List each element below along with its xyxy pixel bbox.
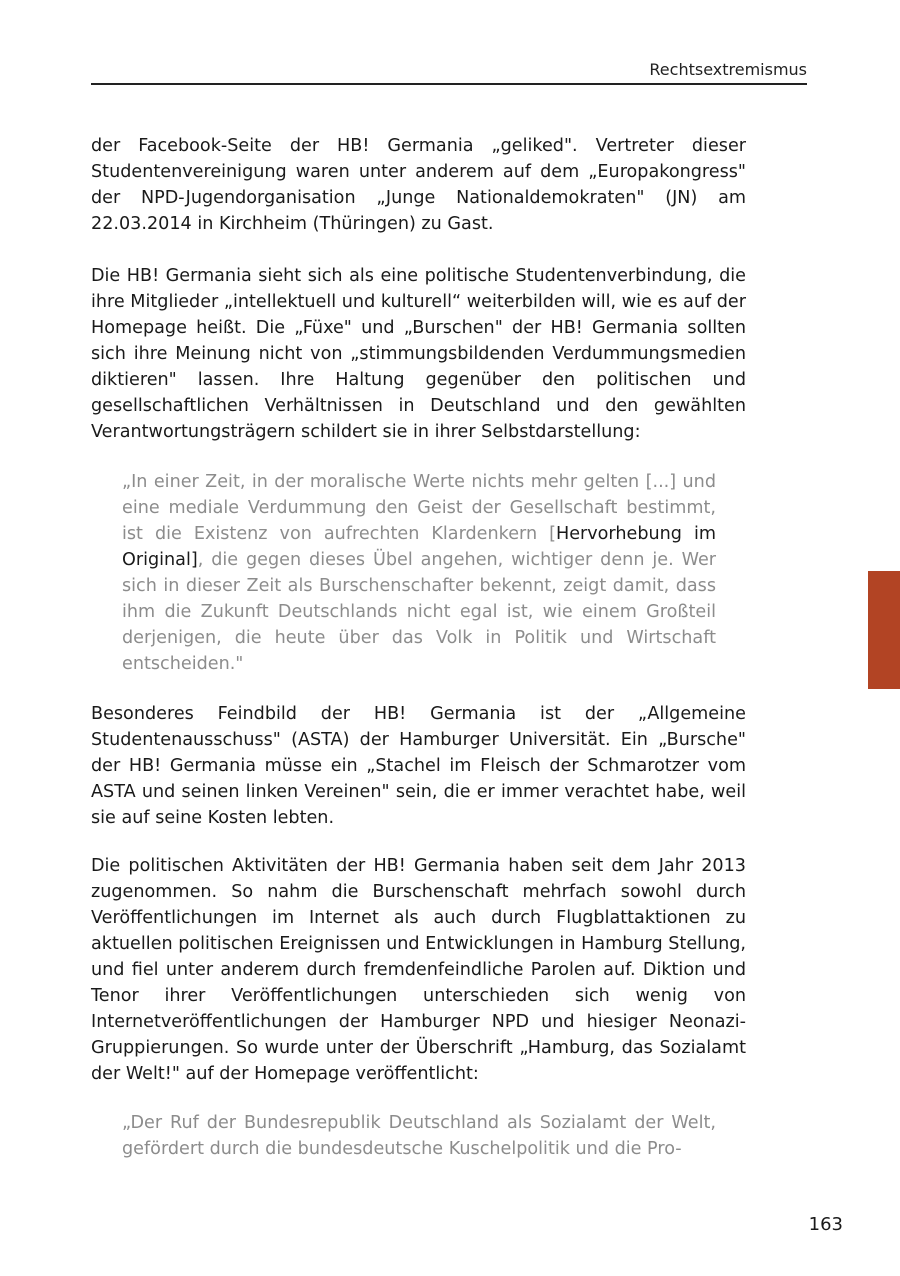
block-quote-1 [122,469,716,677]
quote-1-emphasis: Hervorhebung im Original] [122,524,716,570]
page-number: 163 [808,1214,843,1235]
header-rule [91,83,807,85]
quote-1-text-after: , die gegen dieses Übel angehen, wichtiger denn je. Wer sich in dieser Zeit als Burschenschafter bekennt, zeigt damit, dass ihm die Zukunft Deutschlands nicht egal ist, wie einem Großteil derjenigen, die heute über das Volk in Politik und Wirtschaft entscheiden." [122,550,716,674]
paragraph-4: Die politischen Aktivitäten der HB! Germania haben seit dem Jahr 2013 zugenommen. So nahm die Burschenschaft mehrfach sowohl durch Veröffentlichungen im Internet als auch durch Flugblattaktionen zu aktuellen politischen Ereignissen und Entwicklungen in Hamburg Stellung, und fiel unter anderem durch fremdenfeindliche Parolen auf. Diktion und Tenor ihrer Veröffentlichungen unterschieden sich wenig von Internetveröffentlichungen der Hamburger NPD und hiesiger Neonazi-Gruppierungen. So wurde unter der Überschrift „Hamburg, das Sozialamt der Welt!" auf der Homepage veröffentlicht: [91,856,746,1084]
paragraph-2: Die HB! Germania sieht sich als eine politische Studentenverbindung, die ihre Mitglieder „intellektuell und kulturell“ weiterbilden will, wie es auf der Homepage heißt. Die „Füxe" und „Burschen" der HB! Germania sollten sich ihre Meinung nicht von „stimmungsbildenden Verdummungsmedien diktieren" lassen. Ihre Haltung gegenüber den politischen und gesellschaftlichen Verhältnissen in Deutschland und den gewählten Verantwortungsträgern schildert sie in ihrer Selbstdarstellung: [91,266,746,442]
chapter-tab-marker [868,571,900,689]
paragraph-3: Besonderes Feindbild der HB! Germania ist der „Allgemeine Studentenausschuss" (ASTA) der Hamburger Universität. Ein „Bursche" der HB! Germania müsse ein „Stachel im Fleisch der Schmarotzer vom ASTA und seinen linken Vereinen" sein, die er immer verachtet habe, weil sie auf seine Kosten lebten. [91,704,746,828]
running-header: Rechtsextremismus [649,60,807,79]
quote-1-text-before: „In einer Zeit, in der moralische Werte nichts mehr gelten [...] und eine mediale Verdummung den Geist der Gesellschaft bestimmt, ist die Existenz von aufrechten Klardenkern [ [122,472,716,544]
block-quote-2: „Der Ruf der Bundesrepublik Deutschland als Sozialamt der Welt, gefördert durch die bundesdeutsche Kuschelpolitik und die Pro- [122,1113,716,1159]
paragraph-1: der Facebook-Seite der HB! Germania „geliked". Vertreter dieser Studentenvereinigung waren unter anderem auf dem „Europakongress" der NPD-Jugendorganisation „Junge Nationaldemokraten" (JN) am 22.03.2014 in Kirchheim (Thüringen) zu Gast. [91,136,746,234]
